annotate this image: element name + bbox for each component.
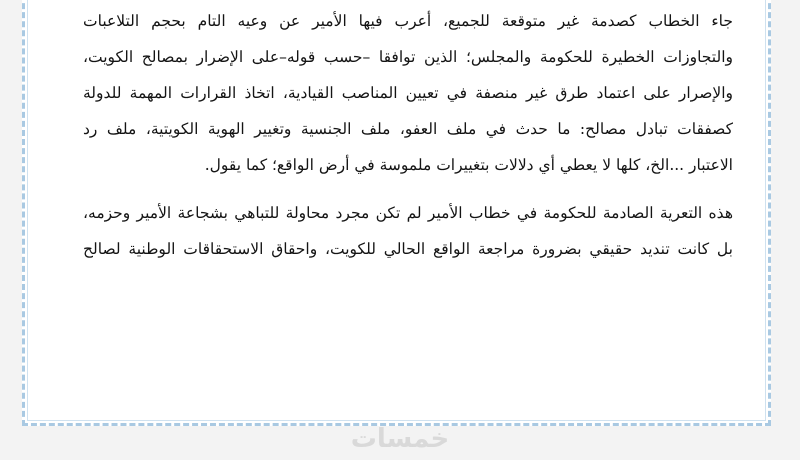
document-page	[22, 0, 771, 426]
text-line: هذه التعرية الصادمة للحكومة في خطاب الأمير لم تكن مجرد محاولة للتباهي بشجاعة الأمير وحزمه،	[83, 204, 733, 222]
paragraph-2	[83, 195, 733, 267]
document-body	[83, 3, 733, 267]
paragraph-spacer	[83, 183, 733, 195]
text-line: جاء الخطاب كصدمة غير متوقعة للجميع، أعرب فيها الأمير عن وعيه التام بحجم التلاعبات	[83, 12, 733, 30]
text-line: الاعتبار ...الخ، كلها لا يعطي أي دلالات بتغييرات ملموسة في أرض الواقع؛ كما يقول.	[204, 156, 733, 174]
khamsat-watermark: خمسات	[350, 424, 450, 454]
text-line: بل كانت تنديد حقيقي بضرورة مراجعة الواقع الحالي للكويت، واحقاق الاستحقاقات الوطنية لصالح	[83, 240, 733, 258]
text-line: كصفقات تبادل مصالح: ما حدث في ملف العفو، ملف الجنسية وتغيير الهوية الكويتية، ملف رد	[83, 120, 733, 138]
text-line: والتجاوزات الخطيرة للحكومة والمجلس؛ الذين توافقا –حسب قوله–على الإضرار بمصالح الكويت،	[83, 48, 733, 66]
text-line: والإصرار على اعتماد طرق غير منصفة في تعيين المناصب القيادية، اتخاذ القرارات المهمة للدولة	[83, 84, 733, 102]
paragraph-1	[83, 3, 733, 183]
